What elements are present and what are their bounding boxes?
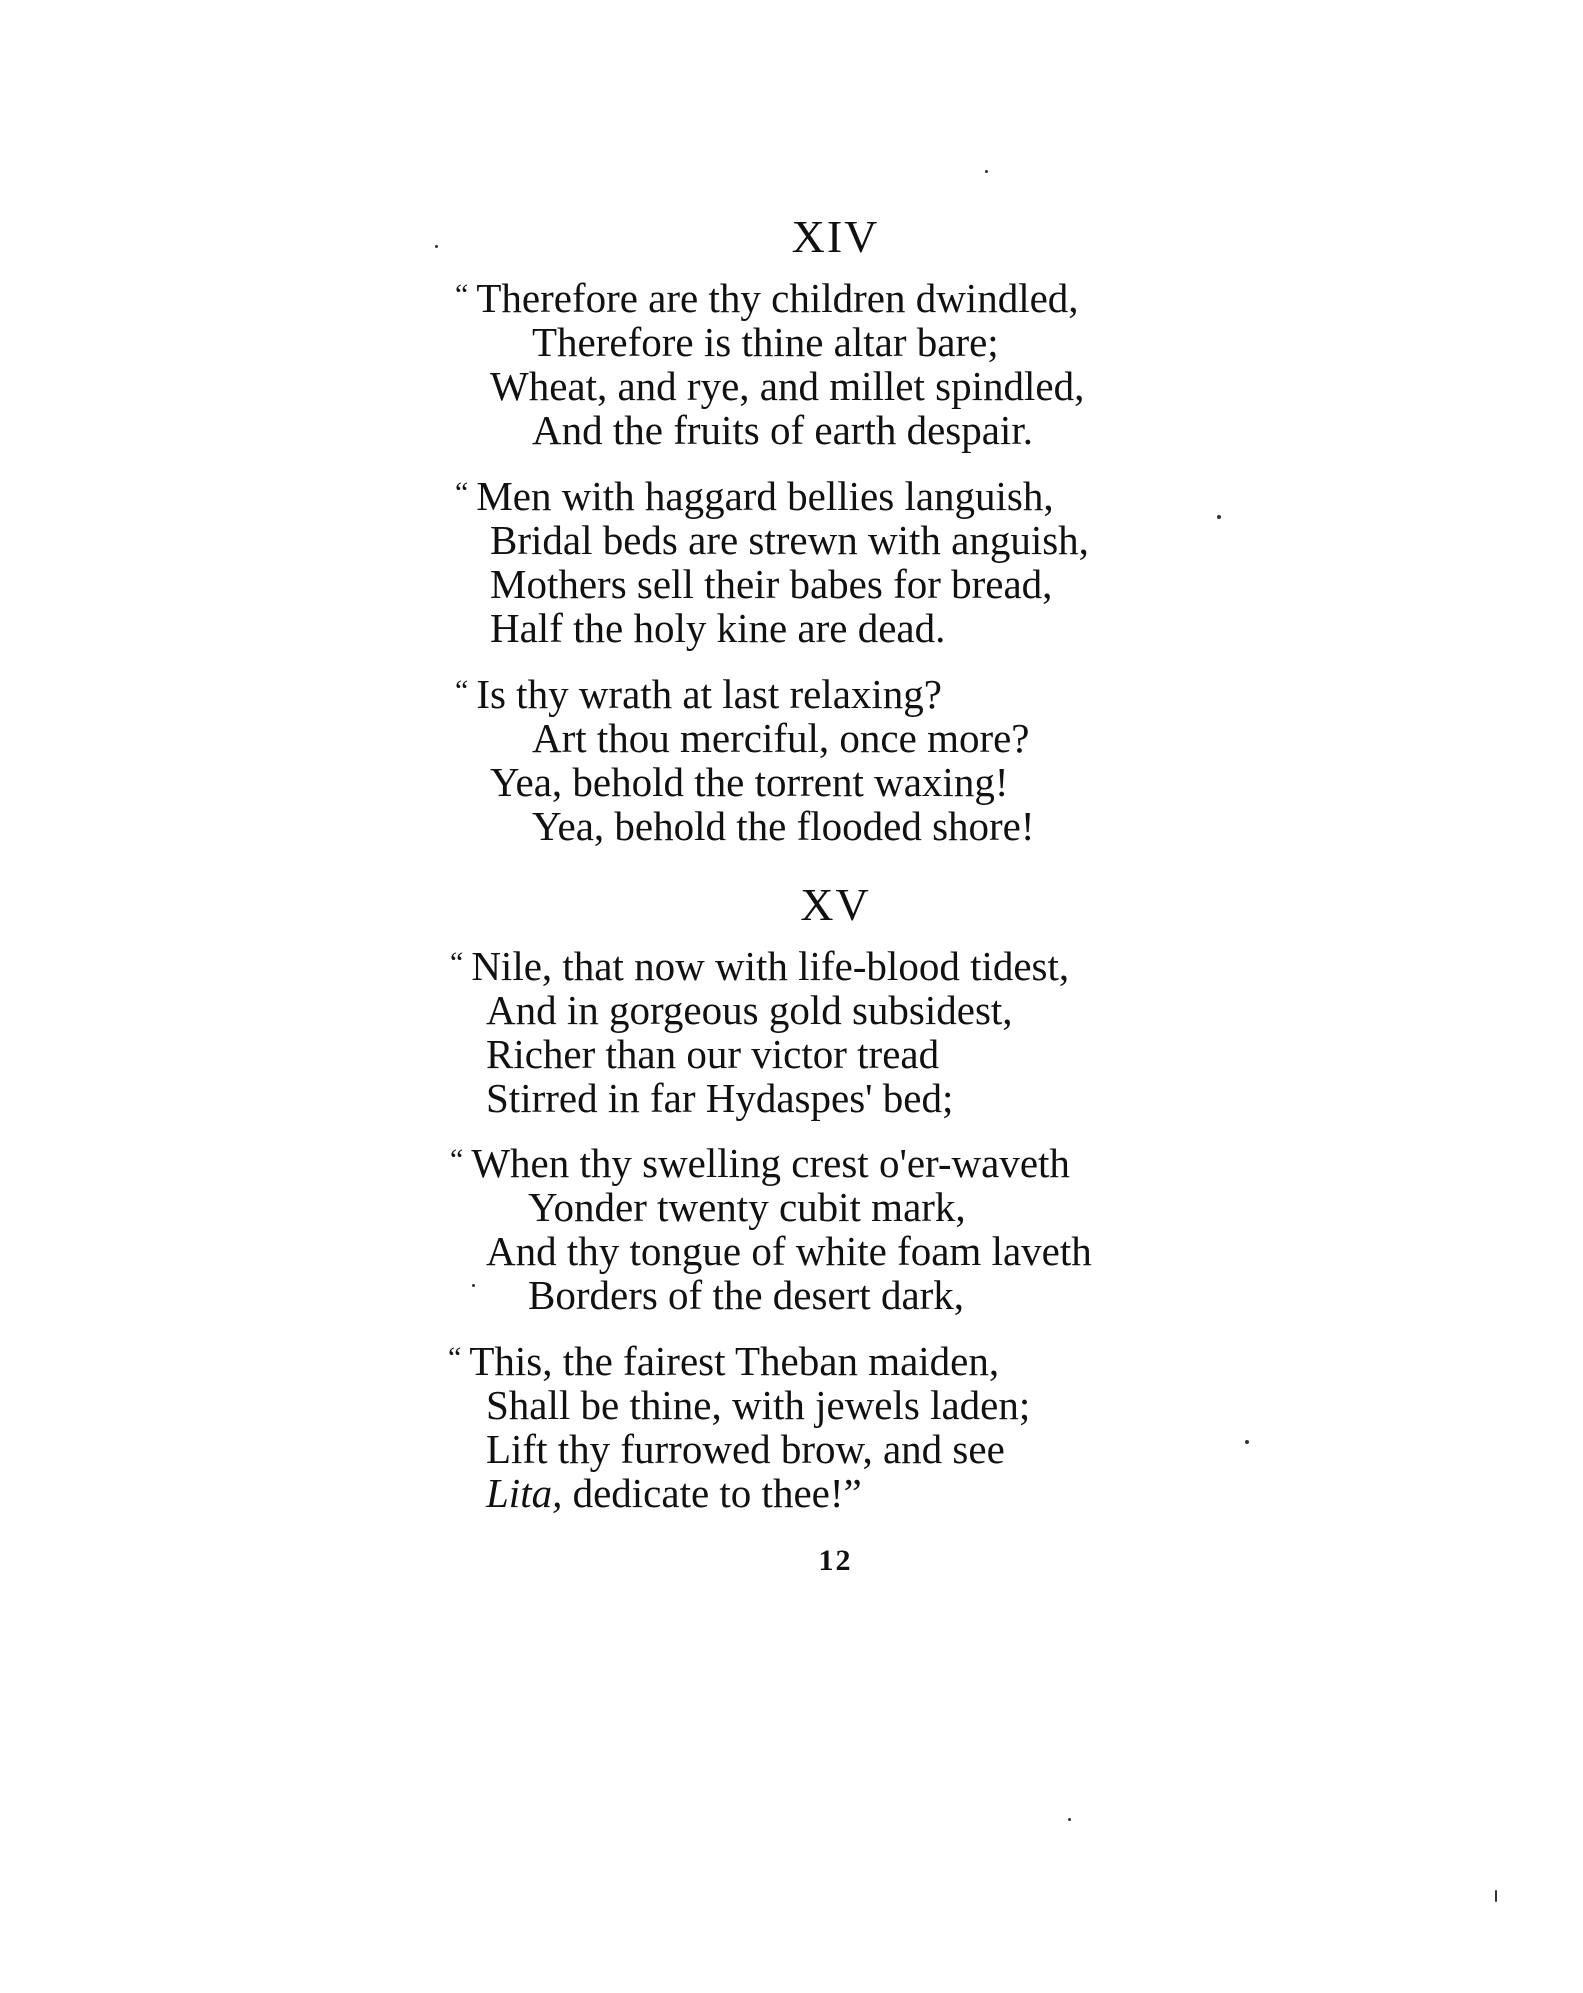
- poem-line: Lita, dedicate to thee!”: [486, 1470, 862, 1516]
- poem-line: “ Nile, that now with life-blood tidest,: [450, 943, 1070, 989]
- poem-line: And thy tongue of white foam laveth: [486, 1228, 1092, 1274]
- open-quote: “: [455, 278, 469, 311]
- poem-line: Half the holy kine are dead.: [490, 605, 946, 651]
- poem-line: And in gorgeous gold subsidest,: [486, 987, 1013, 1033]
- poem-line: Yea, behold the flooded shore!: [532, 803, 1035, 849]
- poem-line: Stirred in far Hydaspes' bed;: [486, 1075, 954, 1121]
- poem-line: Shall be thine, with jewels laden;: [486, 1382, 1031, 1428]
- poem-line: And the fruits of earth despair.: [532, 407, 1033, 453]
- poem-line: Borders of the desert dark,: [528, 1272, 965, 1318]
- poem-line: “ Therefore are thy children dwindled,: [455, 275, 1079, 321]
- page-number: 12: [818, 1544, 853, 1577]
- scan-speck: [472, 1284, 475, 1287]
- poem-line: Mothers sell their babes for bread,: [490, 561, 1053, 607]
- section-heading-xv: XV: [800, 879, 871, 930]
- poem-line: Yea, behold the torrent waxing!: [490, 759, 1009, 805]
- poem-line: “ Is thy wrath at last relaxing?: [455, 671, 942, 717]
- poem-line: Wheat, and rye, and millet spindled,: [490, 363, 1085, 409]
- section-heading-xiv: XIV: [791, 211, 880, 262]
- poem-line: Yonder twenty cubit mark,: [528, 1184, 966, 1230]
- open-quote: “: [455, 674, 469, 707]
- scan-speck: [985, 170, 988, 173]
- poem-line: “ Men with haggard bellies languish,: [455, 473, 1054, 519]
- open-quote: “: [448, 1341, 462, 1374]
- poem-line: “ When thy swelling crest o'er-waveth: [450, 1140, 1070, 1186]
- italic-name: Lita,: [486, 1470, 563, 1516]
- open-quote: “: [450, 946, 464, 979]
- poem-line: Therefore is thine altar bare;: [532, 319, 999, 365]
- open-quote: “: [450, 1143, 464, 1176]
- scan-speck: [1495, 1890, 1497, 1902]
- scan-speck: [435, 245, 438, 248]
- poem-line: Lift thy furrowed brow, and see: [486, 1426, 1005, 1472]
- poem-line: Bridal beds are strewn with anguish,: [490, 517, 1089, 563]
- open-quote: “: [455, 476, 469, 509]
- scan-speck: [1217, 515, 1221, 519]
- poem-line: “ This, the fairest Theban maiden,: [448, 1338, 1000, 1384]
- poem-line: Richer than our victor tread: [486, 1031, 940, 1077]
- scan-speck: [1068, 1818, 1071, 1821]
- poem-line: Art thou merciful, once more?: [532, 715, 1030, 761]
- scan-speck: [1245, 1440, 1249, 1444]
